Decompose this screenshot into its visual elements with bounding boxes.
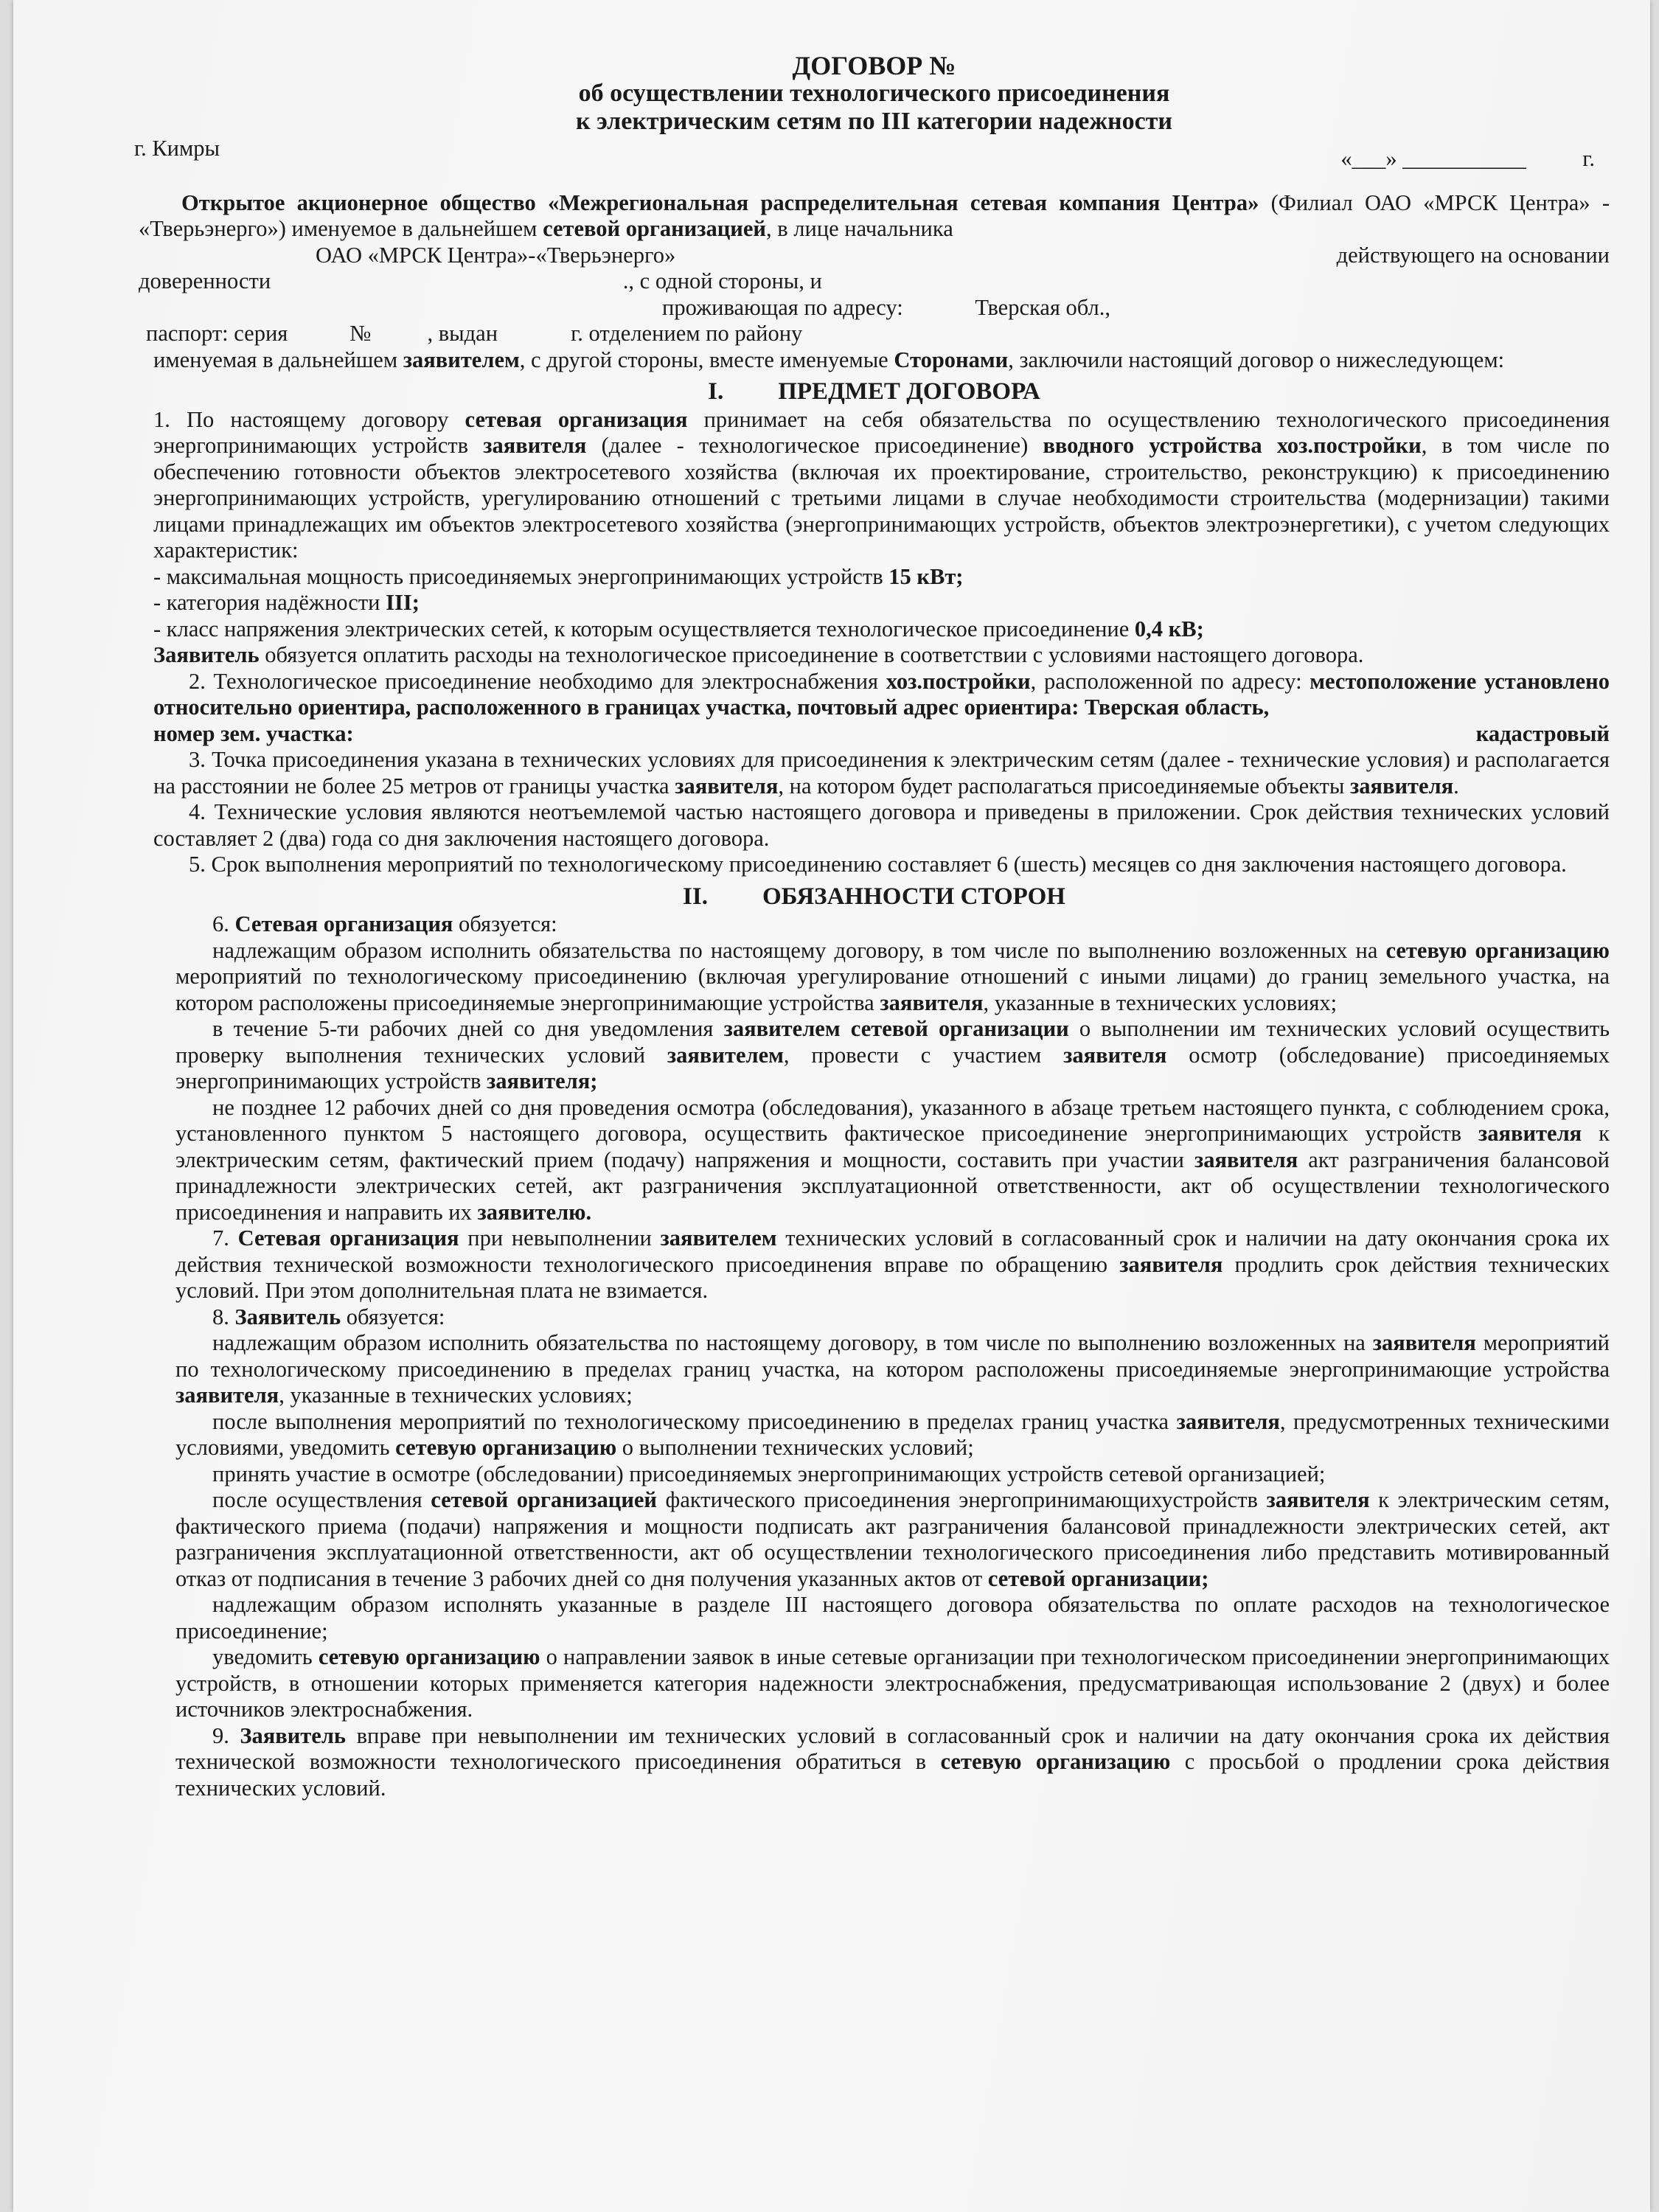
clause-7-text-2: технических условий в согласованный срок и наличии на дату окончания срока их действия технической возможности технологического присоединения вправе по обращению — [175, 1225, 1610, 1277]
clause-8-item-5: надлежащим образом исполнять указанные в разделе III настоящего договора обязательства по оплате расходов на технологическое присоединение; — [175, 1592, 1610, 1644]
clause-6-item-3-term-3: заявителю. — [477, 1199, 592, 1225]
party-2-passport: паспорт: серия № , выдан г. отделением по району — [146, 321, 803, 346]
characteristic-category-label: - категория надёжности — [153, 590, 386, 615]
contract-title: ДОГОВОР № — [792, 51, 956, 80]
clause-8-item-4-term: сетевой организацией — [431, 1487, 658, 1512]
clause-9-text: вправе при невыполнении им технических условий в согласованный срок и наличии на дату окончания срока их действия технической возможности технологического присоединения обратиться в — [175, 1722, 1610, 1774]
party-1-branch: ОАО «МРСК Центра»-«Тверьэнерго» — [316, 242, 676, 268]
clause-8-item-4-text-3: к электрическим сетям, фактического приема (подачи) напряжения и мощности подписать акт разграничения балансовой принадлежности электрических сетей, акт разграничения эксплуатационной ответственности, акт об осуществлении технологического присоединения либо представить мотивированный отказ от подписания в течение 3 рабочих дней со дня получения указанных актов от — [175, 1487, 1610, 1591]
clause-2-cadastral-row — [153, 721, 1610, 748]
party-2-address-row — [139, 295, 1610, 321]
clause-6-item-3-term-2: заявителя — [1194, 1147, 1298, 1172]
clause-8-item-6-text: уведомить — [212, 1644, 319, 1669]
clause-3-term: заявителя — [675, 773, 779, 799]
party-1-text: (Филиал ОАО «МРСК Центра» - «Тверьэнерго») именуемое в дальнейшем — [139, 189, 1610, 241]
parties-term: Сторонами — [894, 347, 1009, 372]
clause-1-text: 1. По настоящему договору — [153, 406, 465, 432]
clause-6-item-1-text: надлежащим образом исполнить обязательства по настоящему договору, в том числе по выполнению возложенных на — [212, 937, 1386, 963]
clause-7-term-3: заявителя — [1119, 1251, 1223, 1277]
clause-8-item-6-text-2: о направлении заявок в иные сетевые организации при технологическом присоединении энергопринимающих устройств, в отношении которых применяется категория надежности электроснабжения, предусматривающая использование 2 (двух) и более источников электроснабжения. — [175, 1644, 1610, 1722]
clause-1-object: вводного устройства хоз.постройки — [1043, 433, 1422, 458]
party-1-paragraph — [139, 190, 1610, 243]
clause-8-item-6 — [175, 1644, 1610, 1723]
clause-9-number: 9. — [212, 1722, 240, 1748]
clause-6-item-2-text-3: , провести с участием — [783, 1042, 1064, 1068]
clause-8 — [212, 1304, 1610, 1331]
characteristic-voltage-label: - класс напряжения электрических сетей, к которым осуществляется технологическое присоединение — [153, 616, 1135, 641]
city: г. Кимры — [134, 136, 220, 161]
section-1-number: I. — [708, 378, 724, 405]
clause-8-item-6-term: сетевую организацию — [318, 1644, 540, 1669]
clause-1-text-2: принимает на себя обязательства по осуществлению технологического присоединения энергопринимающих устройств — [153, 406, 1610, 458]
characteristic-power — [153, 564, 1610, 591]
clause-6-item-2-text: в течение 5-ти рабочих дней со дня уведомления — [212, 1016, 724, 1041]
characteristic-voltage-value: 0,4 кВ; — [1134, 616, 1204, 641]
party-1-text-2: , в лице начальника — [765, 216, 953, 241]
clause-8-item-4-text-2: фактического присоединения энергопринимающихустройств — [657, 1487, 1267, 1512]
clause-6-item-1-term-2: заявителя — [880, 990, 984, 1015]
clause-8-item-2-term: заявителя — [1176, 1408, 1280, 1434]
party-1-branch-row — [139, 243, 1610, 269]
clause-6-number: 6. — [212, 911, 235, 936]
clause-6-item-3-term: заявителя — [1478, 1121, 1582, 1146]
clause-6-item-2-term-3: заявителя — [1063, 1042, 1167, 1068]
section-2-title: ОБЯЗАННОСТИ СТОРОН — [762, 883, 1065, 910]
clause-9-text-2: с просьбой о продлении срока действия технических условий. — [175, 1749, 1610, 1801]
clause-6-term: Сетевая организация — [234, 911, 453, 936]
clause-1-text-3: (далее - технологическое присоединение) — [586, 433, 1043, 458]
characteristic-category — [153, 590, 1610, 616]
clause-8-item-2-text-3: о выполнении технических условий; — [616, 1435, 974, 1460]
clause-6-item-1 — [175, 938, 1610, 1017]
clause-3-end: . — [1453, 773, 1459, 799]
clause-6 — [212, 911, 1610, 938]
party-1-role: сетевой организацией — [543, 216, 766, 241]
party-1-basis: действующего на основании — [1336, 242, 1610, 268]
clause-1 — [153, 407, 1610, 564]
clause-6-item-3-text: не позднее 12 рабочих дней со дня проведения осмотра (обследования), указанного в абзаце третьем настоящего пункта, с соблюдением срока, установленного пунктом 5 настоящего договора, осуществить фактическое присоединение энергопринимающих устройств — [175, 1094, 1610, 1146]
party-2-text: именуемая в дальнейшем — [153, 347, 403, 372]
clause-3-text: 3. Точка присоединения указана в технических условиях для присоединения к электрическим сетям (далее - технические условия) и располагается на расстоянии не более 25 метров от границы участка — [153, 747, 1610, 799]
clause-8-item-2 — [175, 1409, 1610, 1461]
clause-3 — [153, 747, 1610, 799]
clause-6-item-2-text-4: осмотр (обследование) присоединяемых энергопринимающих устройств — [175, 1042, 1610, 1093]
clause-6-item-2-term-4: заявителя; — [487, 1068, 598, 1093]
clause-7-term-2: заявителем — [660, 1225, 777, 1251]
clause-8-item-4-text: после осуществления — [212, 1487, 431, 1512]
clause-2 — [153, 669, 1610, 721]
clause-8-item-1-text: надлежащим образом исполнить обязательства по настоящему договору, в том числе по выполнению возложенных на — [212, 1330, 1373, 1355]
clause-8-item-2-text-2: , предусмотренных техническими условиями, уведомить — [175, 1408, 1610, 1460]
power-of-attorney-end: ., с одной стороны, и — [622, 268, 822, 293]
party-2-text-3: , заключили настоящий договор о нижеследующем: — [1008, 347, 1505, 372]
clause-6-item-1-term: сетевую организацию — [1385, 937, 1610, 963]
characteristic-power-label: - максимальная мощность присоединяемых энергопринимающих устройств — [153, 563, 889, 589]
clause-2-object: хоз.постройки — [886, 668, 1031, 694]
section-1-title: ПРЕДМЕТ ДОГОВОРА — [778, 378, 1040, 405]
clause-2-parcel-number: номер зем. участка: — [153, 720, 354, 746]
clause-8-item-1-text-2: мероприятий по технологическому присоединению в пределах границ участка, на котором расположены присоединяемые энергопринимающие устройства — [175, 1330, 1610, 1382]
clause-8-item-1 — [175, 1330, 1610, 1409]
clause-8-item-4 — [175, 1487, 1610, 1592]
contract-date: «___» ___________ г. — [1340, 146, 1595, 171]
characteristic-voltage — [153, 616, 1610, 643]
clause-9 — [175, 1723, 1610, 1802]
clause-9-term-2: сетевую организацию — [940, 1749, 1171, 1774]
section-1-heading — [139, 379, 1610, 406]
characteristic-category-value: III; — [386, 590, 420, 615]
payment-obligation-term: Заявитель — [153, 642, 260, 667]
contract-subtitle-2: к электрическим сетям по III категории надежности — [575, 108, 1172, 135]
payment-obligation-text: обязуется оплатить расходы на технологическое присоединение в соответствии с условиями настоящего договора. — [259, 642, 1364, 667]
party-2-address-region: Тверская обл., — [975, 294, 1111, 320]
clause-6-item-2-text-2: о выполнении им технических условий осуществить проверку выполнения технических условий — [175, 1016, 1610, 1068]
clause-7-term: Сетевая организация — [237, 1225, 459, 1251]
clause-8-item-4-term-3: сетевой организации; — [987, 1565, 1209, 1591]
contract-subtitle-1: об осуществлении технологического присоединения — [578, 80, 1170, 107]
clause-7-text: при невыполнении — [459, 1225, 661, 1251]
party-2-text-2: , с другой стороны, вместе именуемые — [519, 347, 894, 372]
clause-3-term-2: заявителя — [1349, 773, 1454, 799]
party-2-paragraph — [153, 347, 1610, 374]
party-1-name: Открытое акционерное общество «Межрегиональная распределительная сетевая компания Центра» — [181, 189, 1259, 215]
clause-6-item-2-term: заявителем сетевой организации — [723, 1016, 1069, 1041]
clause-2-text-2: , расположенной по адресу: — [1030, 668, 1310, 694]
payment-obligation — [153, 642, 1610, 669]
clause-7-text-3: продлить срок действия технических условий. При этом дополнительная плата не взимается. — [175, 1251, 1610, 1303]
section-2-number: II. — [683, 883, 708, 910]
clause-6-item-2-term-2: заявителем — [667, 1042, 784, 1068]
clause-2-location: местоположение установлено относительно ориентира, расположенного в границах участка, почтовый адрес ориентира: Тверская область, — [153, 668, 1610, 720]
clause-6-item-3 — [175, 1095, 1610, 1226]
clause-9-term: Заявитель — [240, 1722, 347, 1748]
clause-6-item-3-text-2: к электрическим сетям, фактический прием (подачу) напряжения и мощности, составить при участии — [175, 1121, 1610, 1172]
clause-8-item-4-term-2: заявителя — [1266, 1487, 1370, 1512]
clause-1-term-2: заявителя — [483, 433, 587, 458]
clause-2-text: 2. Технологическое присоединение необходимо для электроснабжения — [189, 668, 886, 694]
clause-7-number: 7. — [212, 1225, 238, 1251]
characteristic-power-value: 15 кВт; — [888, 563, 964, 589]
party-2-address-label: проживающая по адресу: — [662, 294, 903, 320]
clause-8-term: Заявитель — [234, 1304, 341, 1329]
document-body — [134, 51, 1610, 1801]
clause-5: 5. Срок выполнения мероприятий по технологическому присоединению составляет 6 (шесть) месяцев со дня заключения настоящего договора. — [189, 852, 1567, 877]
document-page — [13, 0, 1650, 2212]
clause-6-item-1-text-3: , указанные в технических условиях; — [983, 990, 1338, 1015]
clause-6-text: обязуется: — [453, 911, 557, 936]
clause-8-item-2-text: после выполнения мероприятий по технологическому присоединению в пределах границ участка — [212, 1408, 1177, 1434]
clause-8-item-1-term: заявителя — [1372, 1330, 1476, 1355]
clause-8-item-1-term-2: заявителя — [175, 1382, 279, 1408]
party-2-role: заявителем — [403, 347, 520, 372]
clause-6-item-3-text-3: акт разграничения балансовой принадлежности электрических сетей, акт разграничения эксплуатационной ответственности, акт об осуществлении технологического присоединения и направить их — [175, 1147, 1610, 1225]
clause-8-number: 8. — [212, 1304, 235, 1329]
place-date-row — [134, 136, 1610, 173]
power-of-attorney-label: доверенности — [139, 268, 271, 293]
party-1-power-of-attorney — [139, 268, 1610, 295]
clause-2-cadastral: кадастровый — [1475, 720, 1610, 746]
clause-6-item-2 — [175, 1016, 1610, 1095]
section-2-heading — [139, 884, 1610, 911]
clause-1-text-4: , в том числе по обеспечению готовности объектов электросетевого хозяйства (включая их проектирование, строительство, реконструкцию) к присоединению энергопринимающих устройств, урегулированию отношений с третьими лицами в случае необходимости строительства (модернизации) такими лицами принадлежащих им объектов электросетевого хозяйства (энергопринимающих устройств, объектов электроэнергетики), с учетом следующих характеристик: — [153, 433, 1610, 563]
clause-6-item-1-text-2: мероприятий по технологическому присоединению (включая урегулирование отношений с иными лицами) до границ земельного участка, на котором расположены присоединяемые энергопринимающие устройства — [175, 964, 1610, 1015]
clause-8-item-2-term-2: сетевую организацию — [395, 1435, 617, 1460]
clause-8-text: обязуется: — [341, 1304, 445, 1329]
clause-4: 4. Технические условия являются неотъемлемой частью настоящего договора и приведены в приложении. Срок действия технических условий составляет 2 (два) года со дня заключения настоящего договора. — [153, 799, 1610, 851]
clause-3-text-2: , на котором будет располагаться присоединяемые объекты — [778, 773, 1350, 799]
clause-1-term: сетевая организация — [465, 406, 688, 432]
clause-8-item-1-text-3: , указанные в технических условиях; — [279, 1382, 633, 1408]
clause-8-item-3: принять участие в осмотре (обследовании) присоединяемых энергопринимающих устройств сетевой организацией; — [212, 1461, 1326, 1486]
clause-7 — [175, 1225, 1610, 1304]
